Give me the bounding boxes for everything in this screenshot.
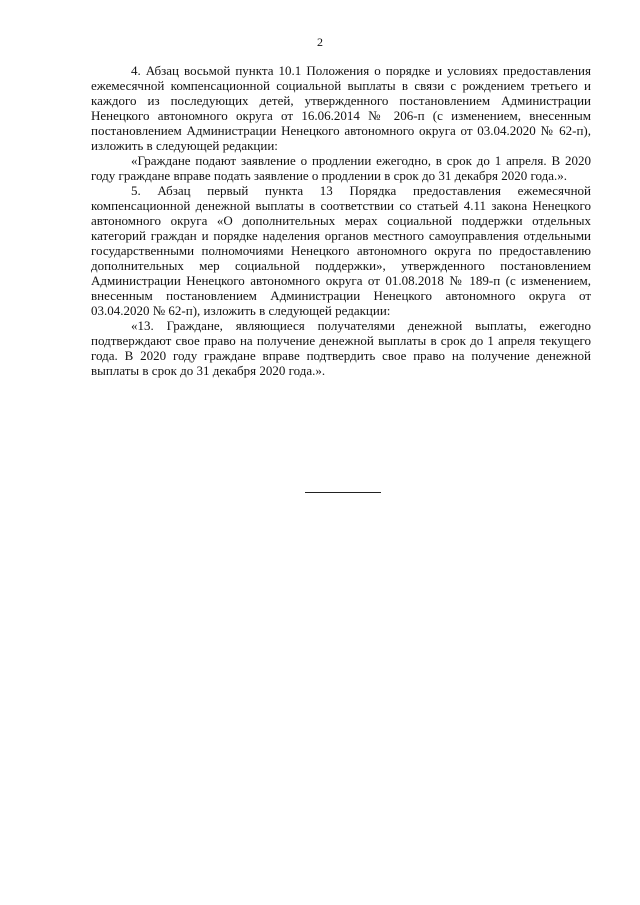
page-number: 2: [317, 35, 323, 49]
paragraph-quote-1: «Граждане подают заявление о продлении ежегодно, в срок до 1 апреля. В 2020 году граждане вправе подать заявление о продлении в срок до 31 декабря 2020 года.».: [91, 153, 591, 183]
paragraph-item-4: 4. Абзац восьмой пункта 10.1 Положения о порядке и условиях предоставления ежемесячной компенсационной социальной выплаты в связи с рождением третьего и каждого из последующих детей, утвержденного постановлением Администрации Ненецкого автономного округа от 16.06.2014 № 206-п (с изменением, внесенным постановлением Администрации Ненецкого автономного округа от 03.04.2020 № 62-п), изложить в следующей редакции:: [91, 63, 591, 153]
paragraph-item-5: 5. Абзац первый пункта 13 Порядка предоставления ежемесячной компенсационной денежной выплаты в соответствии со статьей 4.11 закона Ненецкого автономного округа «О дополнительных мерах социальной поддержки отдельных категорий граждан и порядке наделения органов местного самоуправления отдельными государственными полномочиями Ненецкого автономного округа по предоставлению дополнительных мер социальной поддержки», утвержденного постановлением Администрации Ненецкого автономного округа от 01.08.2018 № 189-п (с изменением, внесенным постановлением Администрации Ненецкого автономного округа от 03.04.2020 № 62-п), изложить в следующей редакции:: [91, 183, 591, 318]
document-body: [91, 63, 591, 378]
paragraph-quote-2: «13. Граждане, являющиеся получателями денежной выплаты, ежегодно подтверждают свое право на получение денежной выплаты в срок до 1 апреля текущего года. В 2020 году граждане вправе подтвердить свое право на получение денежной выплаты в срок до 31 декабря 2020 года.».: [91, 318, 591, 378]
end-divider: [305, 492, 381, 493]
